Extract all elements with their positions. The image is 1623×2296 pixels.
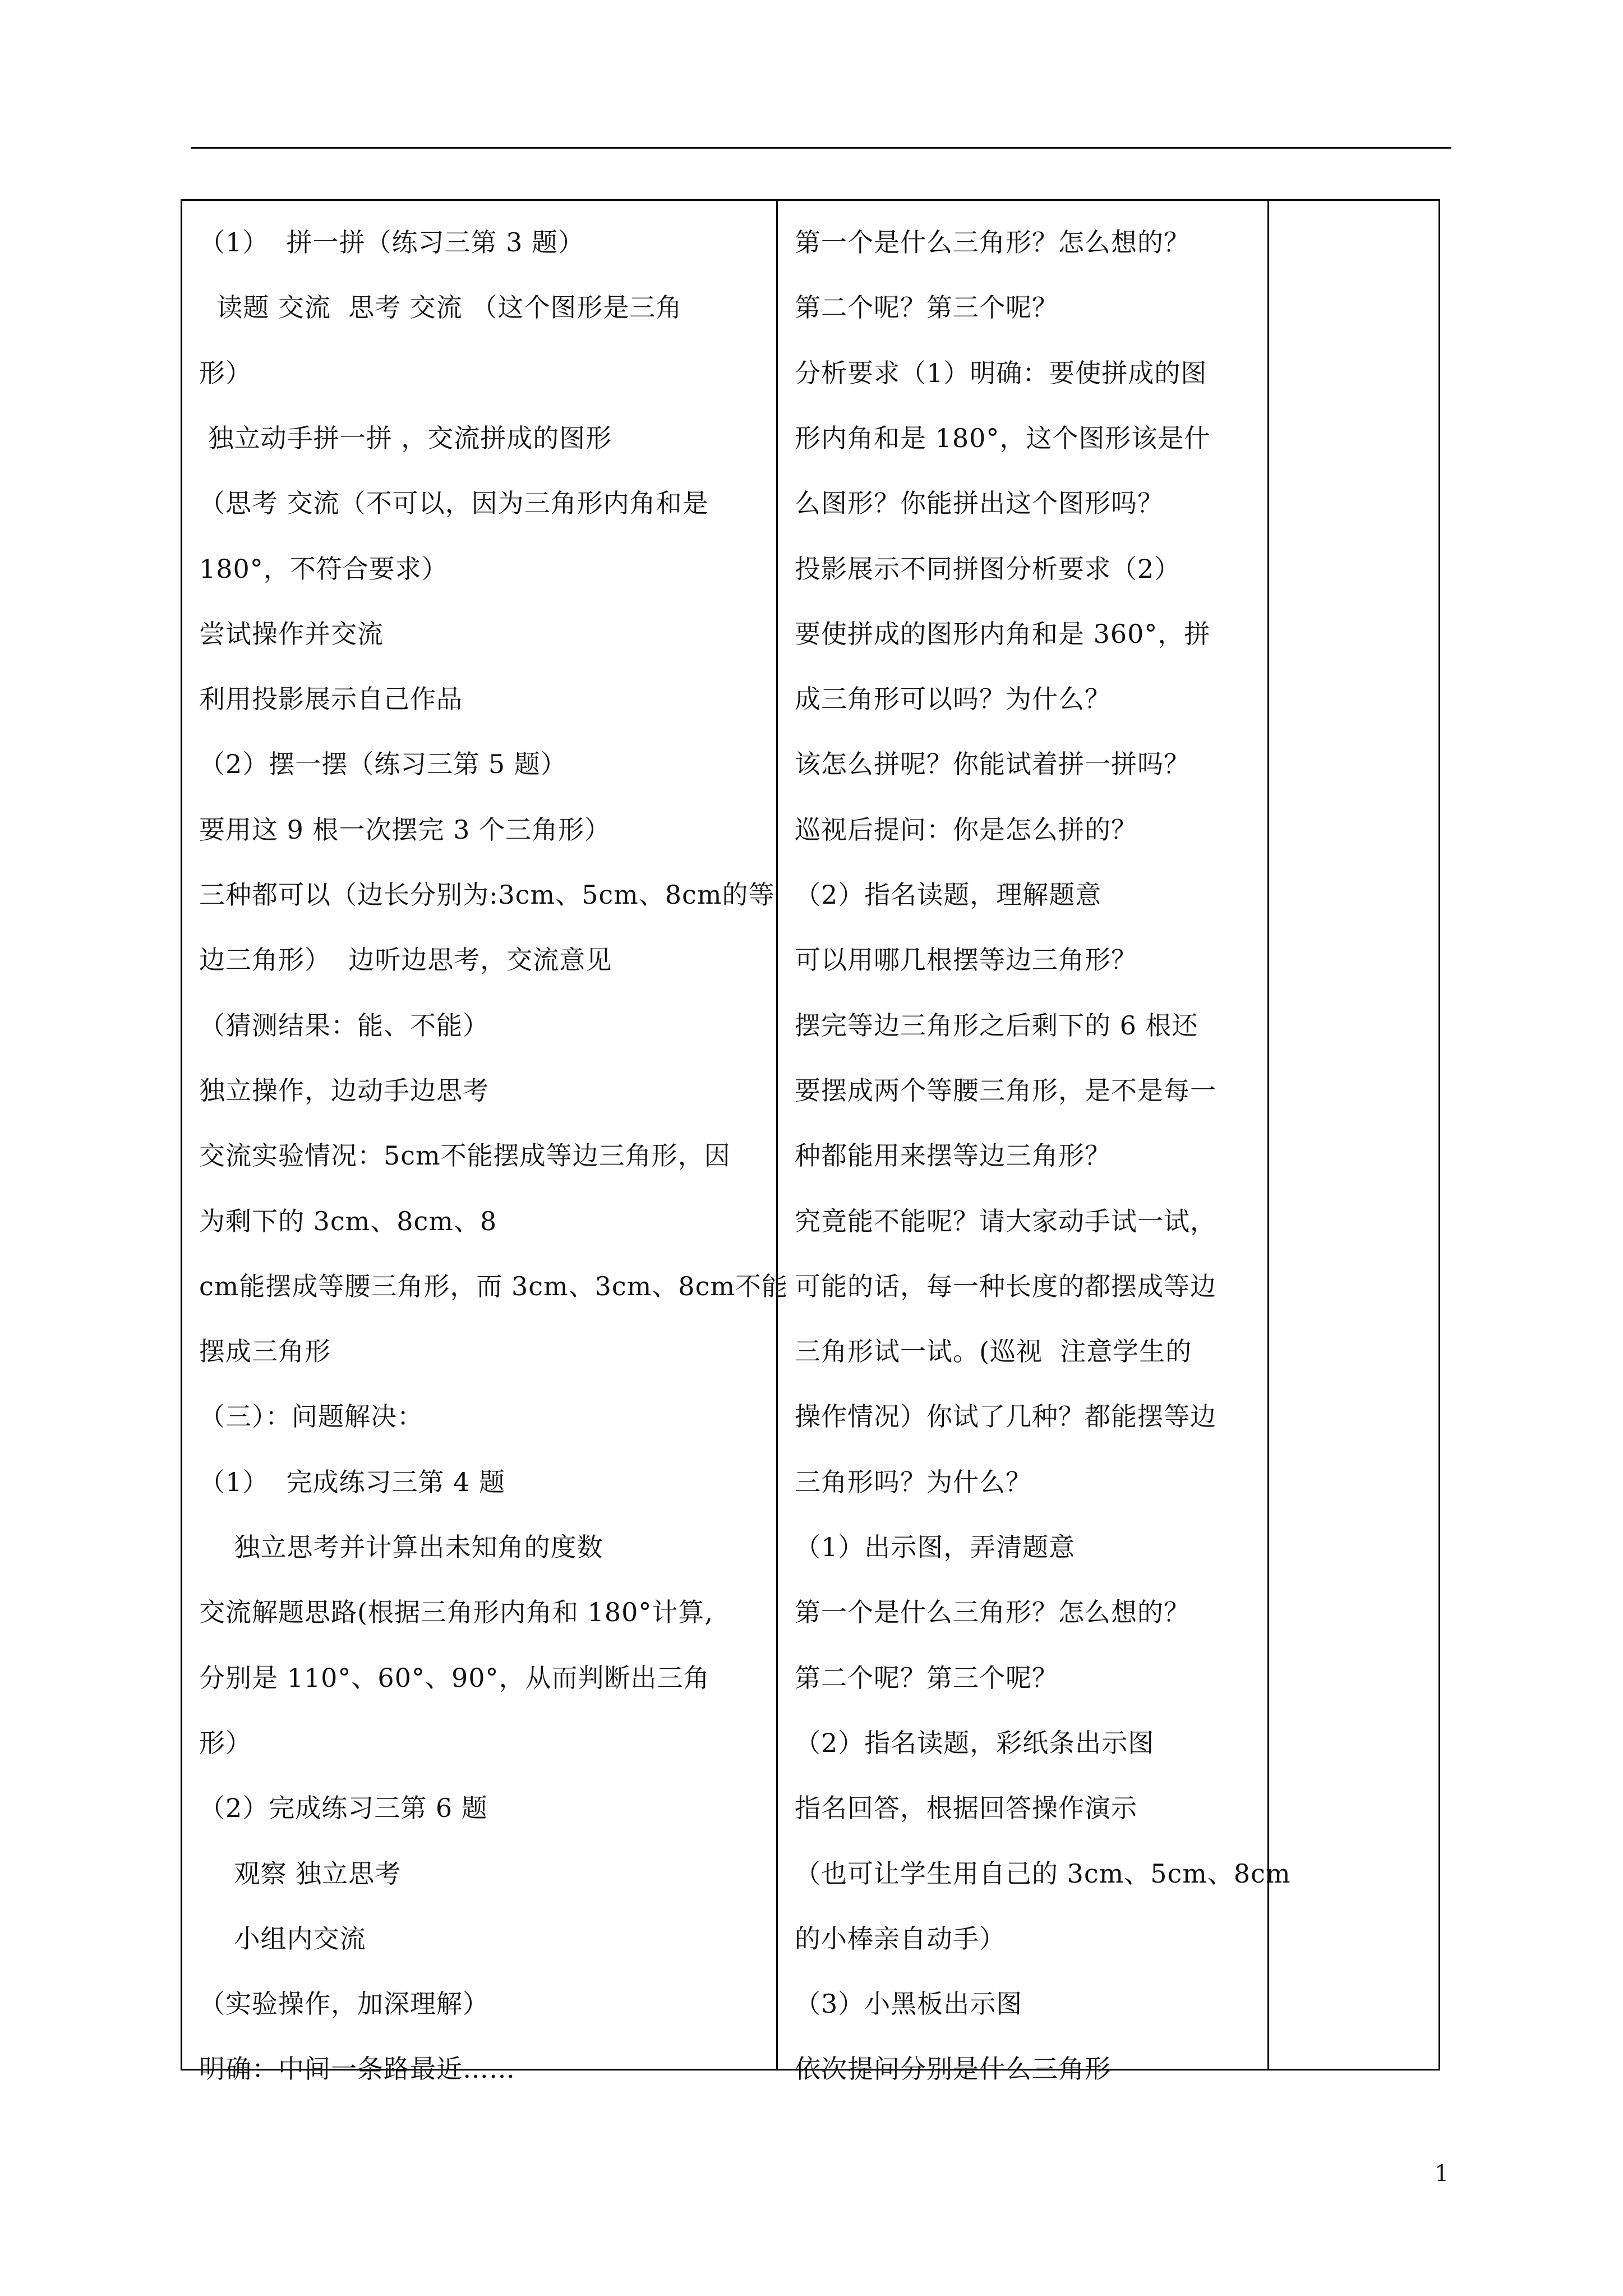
student-activity-line: （1） 完成练习三第 4 题 (199, 1466, 506, 1497)
student-activity-line: 摆成三角形 (199, 1336, 331, 1367)
teacher-activity-line: 操作情况）你试了几种？都能摆等边 (795, 1401, 1216, 1432)
teacher-activity-column (778, 201, 1291, 2085)
teacher-activity-line: 巡视后提问：你是怎么拼的？ (795, 814, 1137, 845)
student-activity-line: 独立思考并计算出未知角的度数 (199, 1532, 603, 1562)
notes-column (1269, 201, 1442, 2069)
student-activity-line: 读题 交流 思考 交流 （这个图形是三角 (199, 292, 683, 323)
student-activity-line: （实验操作，加深理解） (199, 1989, 489, 2019)
teacher-activity-line: 依次提问分别是什么三角形 (795, 2054, 1111, 2085)
teacher-activity-line: （2）指名读题，彩纸条出示图 (795, 1727, 1155, 1758)
student-activity-line: 明确：中间一条路最近…… (199, 2054, 515, 2085)
student-activity-line: 交流实验情况：5cm不能摆成等边三角形，因 (199, 1140, 731, 1171)
teacher-activity-line: 指名回答，根据回答操作演示 (795, 1793, 1137, 1824)
student-activity-line: 要用这 9 根一次摆完 3 个三角形） (199, 814, 611, 845)
teacher-activity-line: 成三角形可以吗？为什么？ (795, 684, 1111, 715)
student-activity-column (182, 201, 788, 2085)
student-activity-line: （猜测结果：能、不能） (199, 1010, 489, 1041)
teacher-activity-line: 分析要求（1）明确：要使拼成的图 (795, 357, 1207, 388)
teacher-activity-line: （1）出示图，弄清题意 (795, 1532, 1076, 1562)
teacher-activity-line: 第一个是什么三角形？怎么想的？ (795, 1597, 1190, 1628)
teacher-activity-line: 要摆成两个等腰三角形，是不是每一 (795, 1075, 1216, 1106)
teacher-activity-line: 种都能用来摆等边三角形？ (795, 1140, 1111, 1171)
student-activity-line: 尝试操作并交流 (199, 618, 384, 649)
teacher-activity-line: 第一个是什么三角形？怎么想的？ (795, 227, 1190, 257)
lesson-table (181, 199, 1440, 2085)
teacher-activity-line: 第二个呢？第三个呢？ (795, 292, 1058, 323)
student-activity-line: 180°，不符合要求） (199, 553, 448, 584)
teacher-activity-line: 三角形试一试。(巡视 注意学生的 (795, 1336, 1192, 1367)
teacher-activity-line: 形内角和是 180°，这个图形该是什 (795, 422, 1211, 453)
teacher-activity-line: 摆完等边三角形之后剩下的 6 根还 (795, 1010, 1198, 1041)
teacher-activity-line: 要使拼成的图形内角和是 360°，拼 (795, 618, 1211, 649)
teacher-activity-line: 可以用哪几根摆等边三角形？ (795, 945, 1137, 976)
student-activity-line: 独立操作，边动手边思考 (199, 1075, 489, 1106)
student-activity-line: 形） (199, 1727, 252, 1758)
student-activity-line: 独立动手拼一拼 ，交流拼成的图形 (199, 422, 612, 453)
teacher-activity-line: 可能的话，每一种长度的都摆成等边 (795, 1271, 1216, 1301)
student-activity-line: （三）：问题解决： (199, 1401, 423, 1432)
teacher-activity-line: 该怎么拼呢？你能试着拼一拼吗？ (795, 749, 1190, 780)
student-activity-line: 分别是 110°、60°、90°，从而判断出三角 (199, 1662, 710, 1693)
teacher-activity-line: 的小棒亲自动手） (795, 1923, 1006, 1954)
teacher-activity-line: 投影展示不同拼图分析要求（2） (795, 553, 1181, 584)
teacher-activity-line: 三角形吗？为什么？ (795, 1466, 1032, 1497)
teacher-activity-line: （2）指名读题，理解题意 (795, 880, 1102, 910)
student-activity-line: （2）摆一摆（练习三第 5 题） (199, 749, 567, 780)
student-activity-line: 三种都可以（边长分别为:3cm、5cm、8cm的等 (199, 880, 775, 910)
teacher-activity-line: 么图形？你能拼出这个图形吗？ (795, 488, 1164, 519)
teacher-activity-line: （也可让学生用自己的 3cm、5cm、8cm (795, 1858, 1291, 1889)
student-activity-line: 交流解题思路(根据三角形内角和 180°计算, (199, 1597, 713, 1628)
student-activity-line: 小组内交流 (199, 1923, 366, 1954)
page-number: 1 (1435, 2161, 1449, 2187)
student-activity-line: 形） (199, 357, 252, 388)
student-activity-line: 观察 独立思考 (199, 1858, 402, 1889)
student-activity-line: 利用投影展示自己作品 (199, 684, 463, 715)
student-activity-line: （思考 交流（不可以，因为三角形内角和是 (199, 488, 709, 519)
student-activity-line: （1） 拼一拼（练习三第 3 题） (199, 227, 585, 257)
student-activity-line: （2）完成练习三第 6 题 (199, 1793, 488, 1824)
teacher-activity-line: （3）小黑板出示图 (795, 1989, 1023, 2019)
header-rule (191, 147, 1451, 149)
student-activity-line: cm能摆成等腰三角形，而 3cm、3cm、8cm不能 (199, 1271, 788, 1301)
student-activity-line: 为剩下的 3cm、8cm、8 (199, 1205, 497, 1236)
student-activity-line: 边三角形） 边听边思考，交流意见 (199, 945, 612, 976)
teacher-activity-line: 第二个呢？第三个呢？ (795, 1662, 1058, 1693)
teacher-activity-line: 究竟能不能呢？请大家动手试一试， (795, 1205, 1216, 1236)
